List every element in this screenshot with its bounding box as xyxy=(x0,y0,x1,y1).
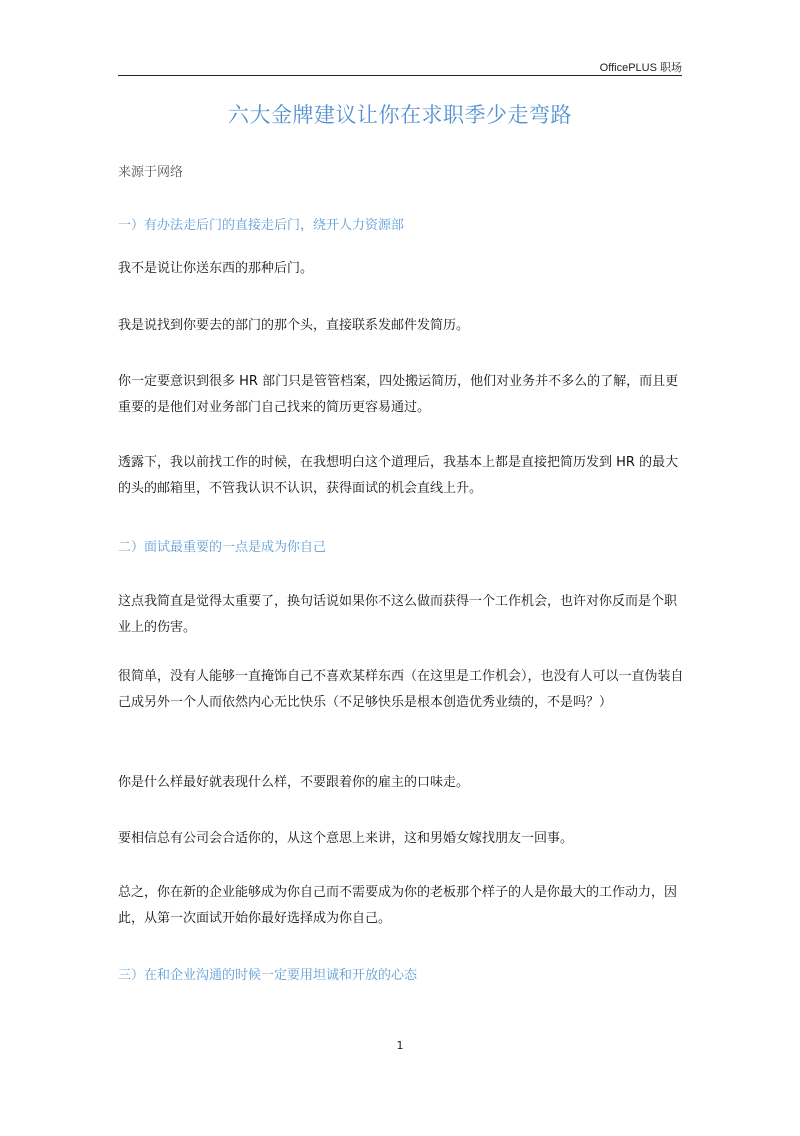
page-number: 1 xyxy=(396,1039,404,1052)
paragraph: 你一定要意识到很多 HR 部门只是管管档案，四处搬运简历，他们对业务并不多么的了解，而且更重要的是他们对业务部门自己找来的简历更容易通过。 xyxy=(118,374,679,415)
paragraph: 我不是说让你送东西的那种后门。 xyxy=(118,261,314,276)
section-heading-1: 一）有办法走后门的直接走后门，绕开人力资源部 xyxy=(118,218,405,233)
paragraph: 这点我简直是觉得太重要了，换句话说如果你不这么做而获得一个工作机会，也许对你反而是个职业上的伤害。 xyxy=(118,594,678,635)
paragraph: 总之，你在新的企业能够成为你自己而不需要成为你的老板那个样子的人是你最大的工作动力，因此，从第一次面试开始你最好选择成为你自己。 xyxy=(118,885,678,926)
document-title: 六大金牌建议让你在求职季少走弯路 xyxy=(228,103,572,127)
paragraph: 很简单，没有人能够一直掩饰自己不喜欢某样东西（在这里是工作机会），也没有人可以一直伪装自己成另外一个人而依然内心无比快乐（不足够快乐是根本创造优秀业绩的，不是吗？） xyxy=(118,669,684,710)
paragraph: 要相信总有公司会合适你的，从这个意思上来讲，这和男婚女嫁找朋友一回事。 xyxy=(118,831,574,846)
header-brand: OfficePLUS 职场 xyxy=(599,62,682,74)
paragraph: 你是什么样最好就表现什么样，不要跟着你的雇主的口味走。 xyxy=(118,775,470,790)
paragraph: 透露下，我以前找工作的时候，在我想明白这个道理后，我基本上都是直接把简历发到 HR 的最大的头的邮箱里，不管我认识不认识，获得面试的机会直线上升。 xyxy=(118,455,679,496)
section-heading-3: 三）在和企业沟通的时候一定要用坦诚和开放的心态 xyxy=(118,968,418,983)
paragraph: 我是说找到你要去的部门的那个头，直接联系发邮件发简历。 xyxy=(118,318,470,333)
section-heading-2: 二）面试最重要的一点是成为你自己 xyxy=(118,540,327,555)
source-line: 来源于网络 xyxy=(118,165,184,180)
header-rule xyxy=(118,75,682,76)
